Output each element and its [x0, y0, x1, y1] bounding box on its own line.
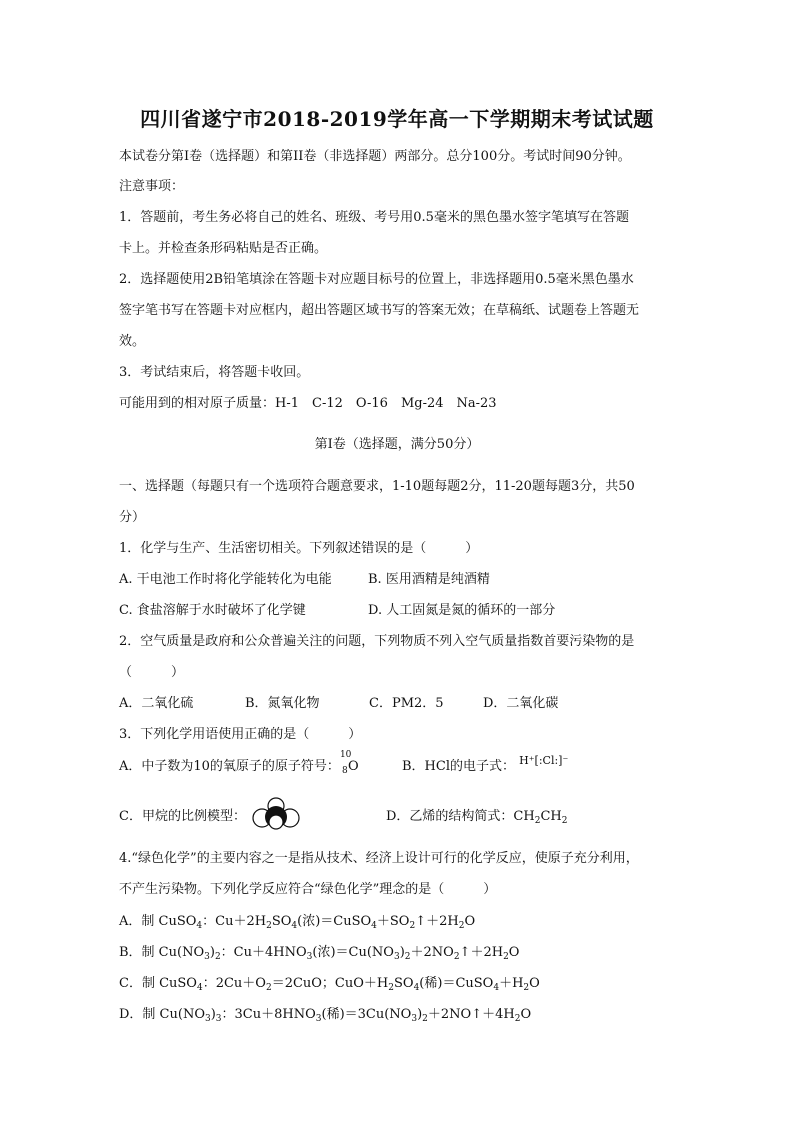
mass-number: 10	[339, 750, 352, 760]
q4-option-a: A．制 CuSO$_4$：$Cu+2H_2SO_4$(浓)$=CuSO_4+SO_2↑+2H_2O$	[119, 914, 476, 931]
note-line: 签字笔书写在答题卡对应框内，超出答题区域书写的答案无效；在草稿纸、试题卷上答题无	[119, 303, 640, 318]
atomic-masses: 可能用到的相对原子质量：H-1 C-12 O-16 Mg-24 Na-23	[119, 396, 497, 411]
q4-stem: 4.“绿色化学”的主要内容之一是指从技术、经济上设计可行的化学反应，使原子充分利用，	[119, 851, 639, 866]
q3-option-b-text: B．HCl的电子式：	[402, 759, 515, 774]
q3-option-c-text: C．甲烷的比例模型：	[119, 809, 246, 824]
q1-option-a: A. 干电池工作时将化学能转化为电能	[119, 572, 332, 587]
note-line: 1．答题前，考生务必将自己的姓名、班级、考号用0.5毫米的黑色墨水签字笔填写在答题	[119, 210, 629, 225]
q3-option-a-text: A．中子数为10的氧原子的原子符号：	[119, 759, 340, 774]
q1-option-d: D. 人工固氮是氮的循环的一部分	[368, 603, 556, 618]
section1-heading: 一、选择题（每题只有一个选项符合题意要求，1-10题每题2分，11-20题每题3分，共50	[119, 479, 635, 494]
atomic-number: 8	[341, 766, 348, 776]
q2-option-d: D．二氧化碳	[483, 696, 559, 711]
q2-option-c: C．PM2．5	[369, 696, 444, 711]
methane-space-filling-model-icon	[252, 796, 300, 830]
q3-option-c	[119, 808, 246, 826]
part1-heading: 第I卷（选择题，满分50分）	[314, 437, 480, 452]
note-line: 卡上。并检查条形码粘贴是否正确。	[119, 241, 328, 256]
q2-option-a: A．二氧化硫	[119, 696, 194, 711]
q1-option-b: B. 医用酒精是纯酒精	[368, 572, 490, 587]
page-title: 四川省遂宁市2018-2019学年高一下学期期末考试试题	[140, 107, 654, 131]
section1-heading-cont: 分）	[119, 510, 146, 525]
q3-option-a	[119, 750, 360, 776]
note-line: 效。	[119, 334, 146, 349]
q3-stem: 3．下列化学用语使用正确的是（ ）	[119, 727, 362, 742]
q4-option-c: C．制 CuSO$_4$：$2Cu+O_2=2CuO$；$CuO+H_2SO_4$(稀)$=CuSO_4+H_2O$	[119, 976, 540, 993]
q2-option-b: B．氮氧化物	[245, 696, 320, 711]
note-line: 3．考试结束后，将答题卡收回。	[119, 365, 310, 380]
q1-stem: 1．化学与生产、生活密切相关。下列叙述错误的是（ ）	[119, 541, 479, 556]
q4-option-b: B．制 $Cu(NO_3)_2$：$Cu+4HNO_3$(浓)$=Cu(NO_3)_2+2NO_2↑+2H_2O$	[119, 945, 520, 962]
q2-stem-cont: （ ）	[119, 665, 185, 680]
q1-option-c: C. 食盐溶解于水时破坏了化学键	[119, 603, 306, 618]
intro-text: 本试卷分第I卷（选择题）和第II卷（非选择题）两部分。总分100分。考试时间90分钟。	[119, 149, 631, 164]
q3-option-d: D．乙烯的结构简式：$CH_2CH_2$	[386, 809, 568, 826]
element-symbol: O	[347, 759, 359, 774]
hcl-electron-formula: H⁺[:Cl:]⁻	[519, 754, 569, 767]
q3-option-b	[402, 754, 569, 776]
q4-option-d: D．制 $Cu(NO_3)_3$：$3Cu+8HNO_3$(稀)$=3Cu(NO_3)_2+2NO↑+4H_2O$	[119, 1007, 532, 1024]
oxygen-isotope-symbol	[339, 750, 360, 776]
note-line: 2．选择题使用2B铅笔填涂在答题卡对应题目标号的位置上，非选择题用0.5毫米黑色墨水	[119, 272, 634, 287]
q4-stem-cont: 不产生污染物。下列化学反应符合“绿色化学”理念的是（ ）	[119, 882, 497, 897]
notes-heading: 注意事项：	[119, 179, 185, 194]
q2-stem: 2．空气质量是政府和公众普遍关注的问题，下列物质不列入空气质量指数首要污染物的是	[119, 634, 635, 649]
